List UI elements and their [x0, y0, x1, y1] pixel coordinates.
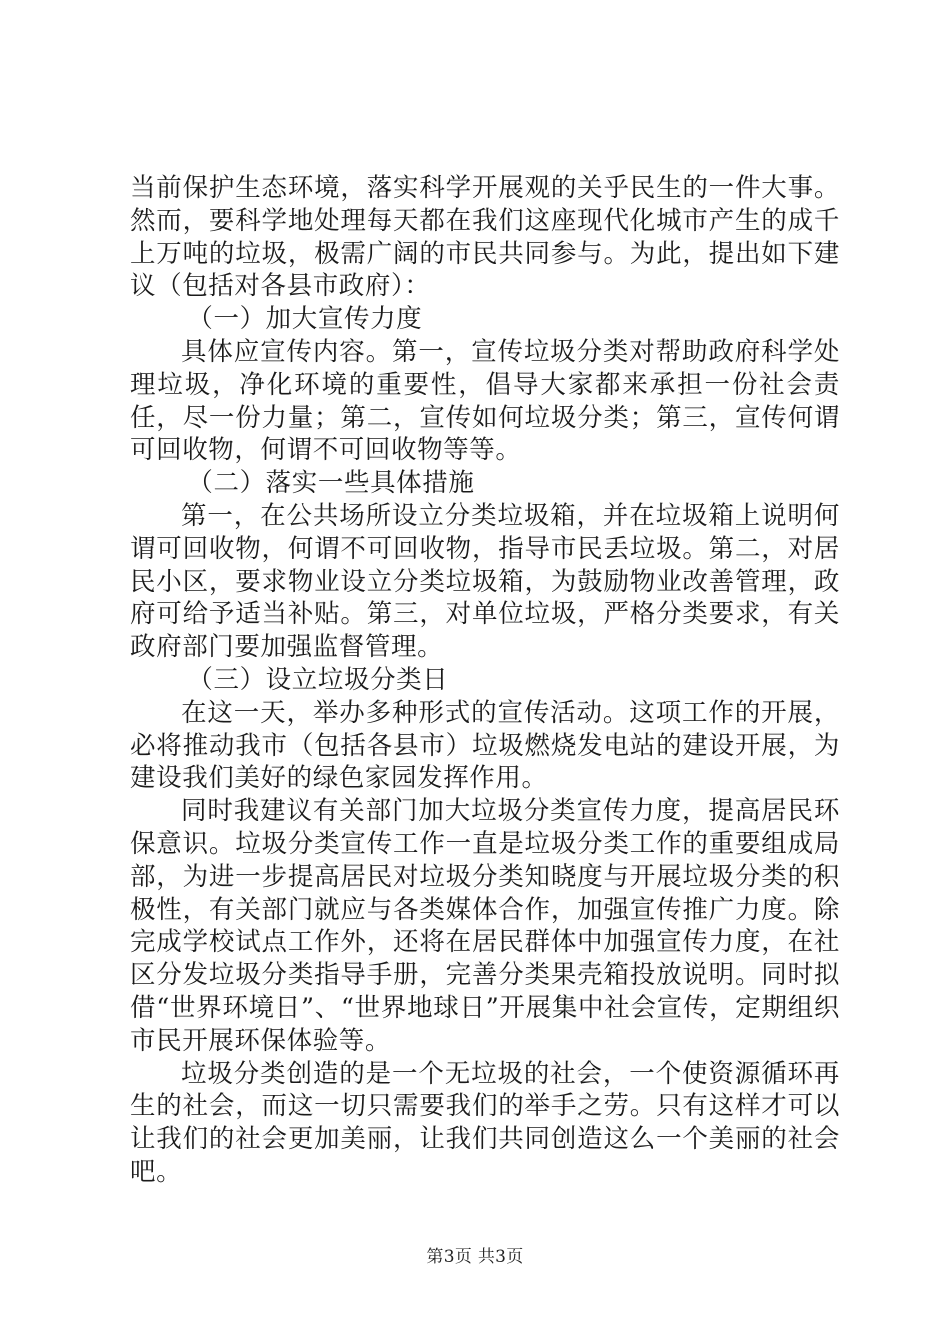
paragraph-awareness: 同时我建议有关部门加大垃圾分类宣传力度，提高居民环保意识。垃圾分类宣传工作一直是垃圾分类工作的重要组成局部，为进一步提高居民对垃圾分类知晓度与开展垃圾分类的积极性，有关部门就应与各类媒体合作，加强宣传推广力度。除完成学校试点工作外，还将在居民群体中加强宣传力度，在社区分发垃圾分类指导手册，完善分类果壳箱投放说明。同时拟借“世界环境日”、“世界地球日”开展集中社会宣传，定期组织市民开展环保体验等。: [130, 796, 840, 1056]
paragraph-section-3: 在这一天，举办多种形式的宣传活动。这项工作的开展，必将推动我市（包括各县市）垃圾燃烧发电站的建设开展，为建设我们美好的绿色家园发挥作用。: [130, 697, 840, 794]
section-heading-2: （二）落实一些具体措施: [187, 468, 475, 499]
page-footer: 第3页 共3页: [426, 1247, 524, 1267]
document-body: [130, 172, 840, 1189]
paragraph-intro: 当前保护生态环境，落实科学开展观的关乎民生的一件大事。然而，要科学地处理每天都在我们这座现代化城市产生的成千上万吨的垃圾，极需广阔的市民共同参与。为此，提出如下建议（包括对各县市政府）：: [130, 173, 840, 302]
paragraph-section-2: 第一，在公共场所设立分类垃圾箱，并在垃圾箱上说明何谓可回收物，何谓不可回收物，指导市民丢垃圾。第二，对居民小区，要求物业设立分类垃圾箱，为鼓励物业改善管理，政府可给予适当补贴。第三，对单位垃圾，严格分类要求，有关政府部门要加强监督管理。: [130, 500, 840, 663]
paragraph-section-1: 具体应宣传内容。第一，宣传垃圾分类对帮助政府科学处理垃圾，净化环境的重要性，倡导大家都来承担一份社会责任，尽一份力量；第二，宣传如何垃圾分类；第三，宣传何谓可回收物，何谓不可回收物等等。: [130, 336, 840, 466]
section-heading-1: （一）加大宣传力度: [187, 304, 423, 335]
paragraph-conclusion: 垃圾分类创造的是一个无垃圾的社会，一个使资源循环再生的社会，而这一切只需要我们的举手之劳。只有这样才可以让我们的社会更加美丽，让我们共同创造这么一个美丽的社会吧。: [130, 1058, 840, 1187]
section-heading-3: （三）设立垃圾分类日: [187, 664, 449, 695]
